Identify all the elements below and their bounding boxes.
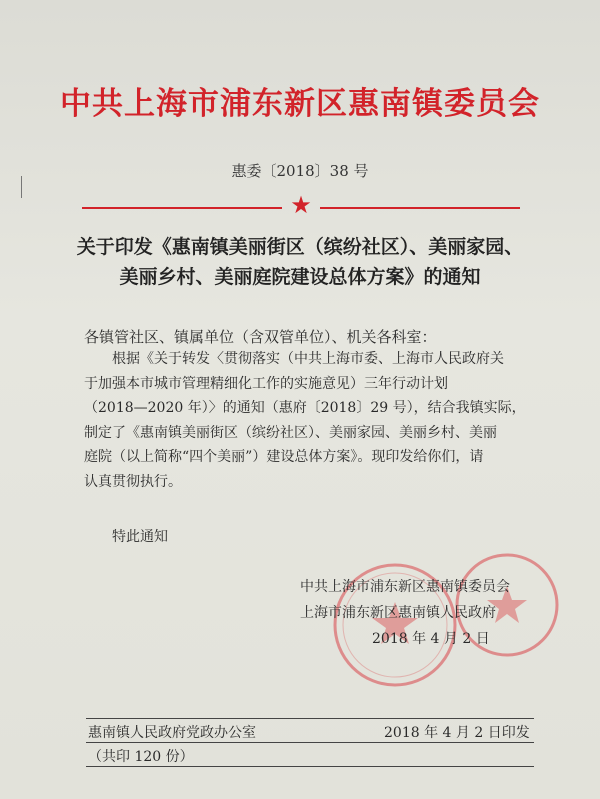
signature-block [300, 574, 550, 652]
red-divider-right [320, 207, 520, 209]
footer-rule [86, 766, 534, 767]
body-line: 制定了《惠南镇美丽街区（缤纷社区）、美丽家园、美丽乡村、美丽 [84, 424, 497, 441]
red-star-icon: ★ [290, 191, 312, 219]
body-line: 庭院（以上简称“四个美丽”）建设总体方案》。现印发给你们，请 [84, 449, 484, 466]
body-line: 于加强本市城市管理精细化工作的实施意见）三年行动计划 [84, 375, 448, 392]
body-line: 认真贯彻执行。 [84, 473, 182, 490]
issuing-office: 惠南镇人民政府党政办公室 [88, 725, 256, 741]
signatory-name: 上海市浦东新区惠南镇人民政府 [300, 605, 496, 621]
red-divider-left [82, 207, 282, 209]
title-line: 美丽乡村、美丽庭院建设总体方案》的通知 [119, 266, 481, 288]
closing-phrase: 特此通知 [112, 529, 168, 545]
body-line: （2018—2020 年）〉的通知（惠府〔2018〕29 号），结合我镇实际， [84, 400, 526, 417]
addressee-line: 各镇管社区、镇属单位（含双管单位）、机关各科室： [84, 328, 437, 346]
print-date: 2018 年 4 月 2 日印发 [384, 725, 530, 741]
sign-date: 2018 年 4 月 2 日 [372, 631, 490, 647]
copies-count: （共印 120 份） [88, 749, 194, 765]
document-number: 惠委〔2018〕38 号 [231, 162, 369, 180]
footer-rule [86, 742, 534, 743]
footer-rule [86, 718, 534, 719]
body-paragraph [84, 347, 524, 495]
document-title [60, 232, 540, 292]
issuer-header: 中共上海市浦东新区惠南镇委员会 [60, 86, 540, 122]
title-line: 关于印发《惠南镇美丽街区（缤纷社区）、美丽家园、 [76, 236, 524, 258]
signatory-name: 中共上海市浦东新区惠南镇委员会 [300, 579, 510, 595]
body-line: 根据《关于转发〈贯彻落实（中共上海市委、上海市人民政府关 [112, 351, 504, 367]
